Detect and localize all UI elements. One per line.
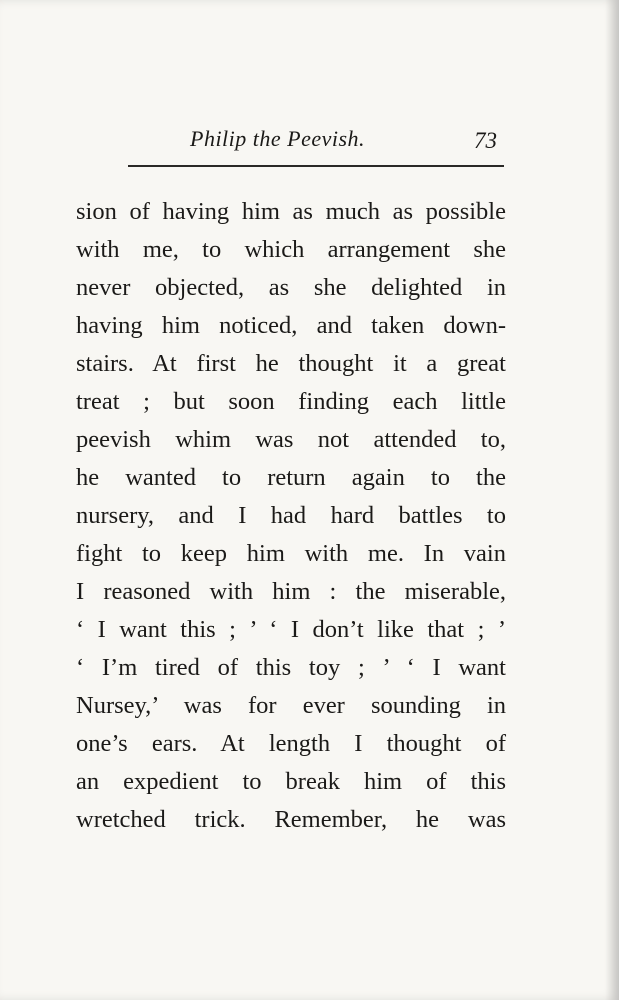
text-line: ‘ I want this ; ’ ‘ I don’t like that ; ’ bbox=[76, 616, 506, 643]
text-line: with me, to which arrangement she bbox=[76, 236, 506, 263]
text-line: stairs. At first he thought it a great bbox=[76, 350, 506, 377]
running-title: Philip the Peevish. bbox=[190, 126, 366, 151]
text-line: I reasoned with him : the miserable, bbox=[76, 578, 506, 605]
page-number: 73 bbox=[474, 128, 497, 153]
text-line: sion of having him as much as possible bbox=[76, 198, 506, 225]
page-header bbox=[0, 0, 619, 170]
header-rule bbox=[128, 165, 504, 167]
body-text bbox=[76, 193, 506, 839]
text-line: he wanted to return again to the bbox=[76, 464, 506, 491]
text-line: treat ; but soon finding each little bbox=[76, 388, 506, 415]
text-line: never objected, as she delighted in bbox=[76, 274, 506, 301]
text-line: an expedient to break him of this bbox=[76, 768, 506, 795]
text-line: one’s ears. At length I thought of bbox=[76, 730, 506, 757]
text-line: peevish whim was not attended to, bbox=[76, 426, 506, 453]
text-line: having him noticed, and taken down- bbox=[76, 312, 506, 339]
text-line: Nursey,’ was for ever sounding in bbox=[76, 692, 506, 719]
text-line: wretched trick. Remember, he was bbox=[76, 806, 506, 833]
text-line: ‘ I’m tired of this toy ; ’ ‘ I want bbox=[76, 654, 506, 681]
text-line: fight to keep him with me. In vain bbox=[76, 540, 506, 567]
text-line: nursery, and I had hard battles to bbox=[76, 502, 506, 529]
